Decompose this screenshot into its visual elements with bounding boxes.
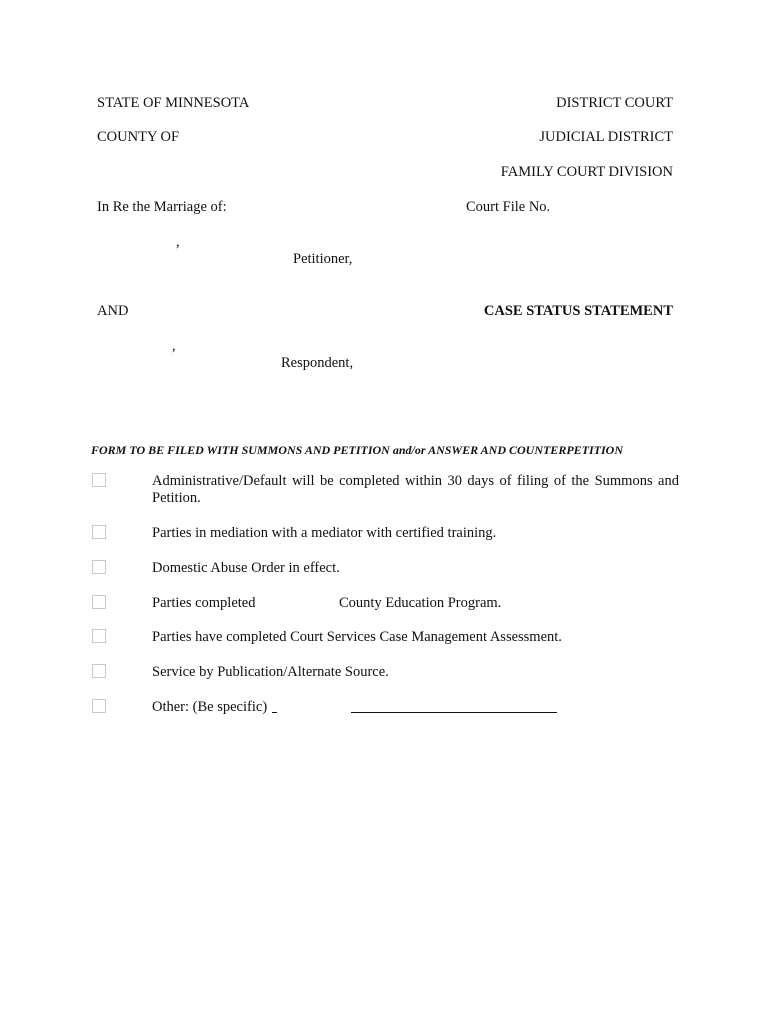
division-label: FAMILY COURT DIVISION (500, 164, 673, 180)
in-re-marriage-label: In Re the Marriage of: (97, 199, 227, 215)
item-education-program-label-b: County Education Program. (339, 595, 502, 611)
court-name: DISTRICT COURT (556, 95, 673, 111)
document-title: CASE STATUS STATEMENT (483, 303, 673, 319)
county-label: COUNTY OF (97, 129, 180, 145)
checkbox-case-management-assessment[interactable] (92, 629, 106, 643)
respondent-label: Respondent, (281, 355, 354, 371)
item-mediation-label: Parties in mediation with a mediator with certified training. (152, 525, 497, 541)
form-heading: FORM TO BE FILED WITH SUMMONS AND PETITION and/or ANSWER AND COUNTERPETITION (91, 443, 623, 457)
item-administrative-default-label: Administrative/Default will be completed within 30 days of filing of the Summons and Petition. (152, 473, 679, 506)
item-education-program-label-a: Parties completed (152, 595, 256, 611)
checkbox-domestic-abuse-order[interactable] (92, 560, 106, 574)
checkbox-other[interactable] (92, 699, 106, 713)
petitioner-label: Petitioner, (293, 251, 353, 267)
checkbox-education-program[interactable] (92, 595, 106, 609)
petitioner-name-comma: , (176, 234, 180, 250)
item-domestic-abuse-order-label: Domestic Abuse Order in effect. (152, 560, 340, 576)
checkbox-mediation[interactable] (92, 525, 106, 539)
state-name: STATE OF MINNESOTA (97, 95, 250, 111)
other-specify-short-line (272, 698, 277, 713)
item-other-label: Other: (Be specific) (152, 699, 268, 715)
item-case-management-assessment-label: Parties have completed Court Services Case Management Assessment. (152, 629, 562, 645)
respondent-name-comma: , (172, 338, 176, 354)
checkbox-service-by-publication[interactable] (92, 664, 106, 678)
other-specify-input-line[interactable] (351, 698, 557, 713)
court-file-number-label: Court File No. (466, 199, 551, 215)
judicial-district-label: JUDICIAL DISTRICT (539, 129, 673, 145)
item-service-by-publication-label: Service by Publication/Alternate Source. (152, 664, 389, 680)
and-label: AND (97, 303, 129, 319)
checkbox-administrative-default[interactable] (92, 473, 106, 487)
